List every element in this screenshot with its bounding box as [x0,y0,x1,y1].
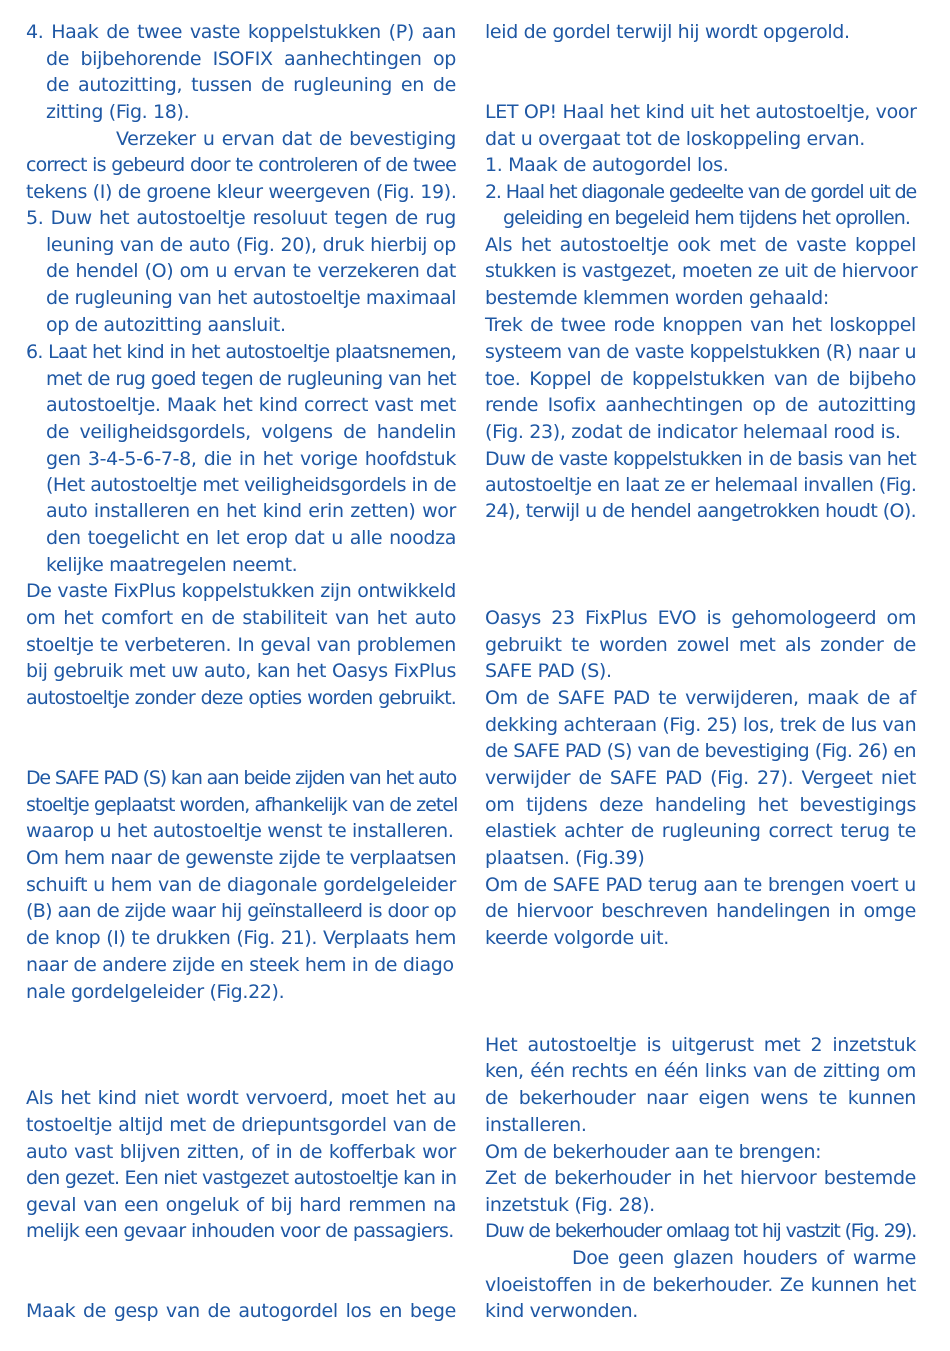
text-line: stoeltje te verbeteren. In geval van problemen [26,634,456,656]
text-line: auto vast blijven zitten, of in de kofferbak wor [26,1141,456,1163]
text-line: auto installeren en het kind erin zetten) wor [46,500,456,522]
text-line: 5. Duw het autostoeltje resoluut tegen de rug [26,207,456,229]
text-line: rende Isofix aanhechtingen op de autozitting [485,394,916,416]
text-line: leuning van de auto (Fig. 20), druk hierbij op [46,234,456,256]
text-line: de autozitting, tussen de rugleuning en de [46,74,456,96]
text-line: Als het kind niet wordt vervoerd, moet het au [26,1087,456,1109]
text-line: met de rug goed tegen de rugleuning van het [46,368,456,390]
text-line: installeren. [485,1114,587,1136]
text-line: Zet de bekerhouder in het hiervoor bestemde [485,1167,916,1189]
text-line: de SAFE PAD (S) van de bevestiging (Fig. 26) en [485,740,916,762]
text-line: ken, één rechts en één links van de zitting om [485,1060,916,1082]
text-line: kind verwonden. [485,1300,638,1322]
text-line: geval van een ongeluk of bij hard remmen na [26,1194,456,1216]
text-line: autostoeltje. Maak het kind correct vast met [46,394,456,416]
text-line: plaatsen. (Fig.39) [485,847,645,869]
text-line: toe. Koppel de koppelstukken van de bijbeho [485,368,916,390]
text-line: op de autozitting aansluit. [46,314,286,336]
text-line: 2. Haal het diagonale gedeelte van de gordel uit de [485,181,916,203]
text-line: (Het autostoeltje met veiligheidsgordels in de [46,474,456,496]
text-line: waarop u het autostoeltje wenst te installeren. [26,820,454,842]
text-line: den toegelicht en let erop dat u alle noodza [46,527,456,549]
text-line: tostoeltje altijd met de driepuntsgordel van de [26,1114,456,1136]
text-line: dekking achteraan (Fig. 25) los, trek de lus van [485,714,917,736]
text-line: SAFE PAD (S). [485,660,612,682]
text-line: gen 3-4-5-6-7-8, die in het vorige hoofdstuk [46,448,456,470]
text-line: de bekerhouder naar eigen wens te kunnen [485,1087,916,1109]
text-line: autostoeltje en laat ze er helemaal invallen (Fig. [485,474,917,496]
text-line: 1. Maak de autogordel los. [485,154,729,176]
text-line: De SAFE PAD (S) kan aan beide zijden van het auto [26,767,456,789]
text-line: gebruikt te worden zowel met als zonder de [485,634,916,656]
text-line: bestemde klemmen worden gehaald: [485,287,829,309]
text-line: kelijke maatregelen neemt. [46,554,298,576]
text-line: melijk een gevaar inhouden voor de passagiers. [26,1220,454,1242]
text-line: de knop (I) te drukken (Fig. 21). Verplaats hem [26,927,456,949]
text-line: (B) aan de zijde waar hij geïnstalleerd is door op [26,900,456,922]
text-line: 4. Haak de twee vaste koppelstukken (P) aan [26,21,456,43]
text-line: 6. Laat het kind in het autostoeltje plaatsnemen, [26,341,456,363]
text-line: de hiervoor beschreven handelingen in omge [485,900,916,922]
text-line: tekens (I) de groene kleur weergeven (Fig. 19). [26,181,457,203]
text-line: verwijder de SAFE PAD (Fig. 27). Vergeet niet [485,767,916,789]
text-line: Om de SAFE PAD terug aan te brengen voert u [485,874,916,896]
text-line: Duw de vaste koppelstukken in de basis van het [485,448,916,470]
text-line: stoeltje geplaatst worden, afhankelijk van de zetel [26,794,458,816]
text-line: Om de SAFE PAD te verwijderen, maak de af [485,687,916,709]
warning-line: Doe geen glazen houders of warme [572,1247,916,1269]
text-line: vloeistoffen in de bekerhouder. Ze kunnen het [485,1274,916,1296]
text-line: De vaste FixPlus koppelstukken zijn ontwikkeld [26,580,456,602]
text-line: leid de gordel terwijl hij wordt opgerold. [485,21,850,43]
text-line: autostoeltje zonder deze opties worden gebruikt. [26,687,456,709]
text-line: Oasys 23 FixPlus EVO is gehomologeerd om [485,607,916,629]
text-line: bij gebruik met uw auto, kan het Oasys FixPlus [26,660,456,682]
text-line: systeem van de vaste koppelstukken (R) naar u [485,341,916,363]
text-line: correct is gebeurd door te controleren of de twee [26,154,456,176]
text-line: 24), terwijl u de hendel aangetrokken houdt (O). [485,500,916,522]
text-line: Als het autostoeltje ook met de vaste koppel [485,234,916,256]
text-line: geleiding en begeleid hem tijdens het oprollen. [503,207,911,229]
text-line: om het comfort en de stabiliteit van het auto [26,607,456,629]
text-line: de hendel (O) om u ervan te verzekeren dat [46,260,456,282]
text-line: keerde volgorde uit. [485,927,669,949]
text-line: Duw de bekerhouder omlaag tot hij vastzit (Fig. 29). [485,1220,916,1242]
text-line: Maak de gesp van de autogordel los en bege [26,1300,456,1322]
text-line: dat u overgaat tot de loskoppeling ervan. [485,128,865,150]
text-line: elastiek achter de rugleuning correct terug te [485,820,916,842]
text-line: Trek de twee rode knoppen van het loskoppel [485,314,916,336]
text-line: de rugleuning van het autostoeltje maximaal [46,287,456,309]
text-line: Om hem naar de gewenste zijde te verplaatsen [26,847,456,869]
text-line: LET OP! Haal het kind uit het autostoeltje, voor [485,101,917,123]
warning-line: Verzeker u ervan dat de bevestiging [116,128,456,150]
text-line: den gezet. Een niet vastgezet autostoeltje kan in [26,1167,457,1189]
text-line: om tijdens deze handeling het bevestigings [485,794,916,816]
text-line: schuift u hem van de diagonale gordelgeleider [26,874,456,896]
text-line: zitting (Fig. 18). [46,101,190,123]
text-line: de bijbehorende ISOFIX aanhechtingen op [46,48,456,70]
text-line: naar de andere zijde en steek hem in de diago [26,954,454,976]
text-line: nale gordelgeleider (Fig.22). [26,981,285,1003]
text-line: inzetstuk (Fig. 28). [485,1194,655,1216]
text-line: (Fig. 23), zodat de indicator helemaal rood is. [485,421,901,443]
text-line: Het autostoeltje is uitgerust met 2 inzetstuk [485,1034,916,1056]
text-line: de veiligheidsgordels, volgens de handelin [46,421,456,443]
text-line: stukken is vastgezet, moeten ze uit de hiervoor [485,260,918,282]
text-line: Om de bekerhouder aan te brengen: [485,1141,822,1163]
